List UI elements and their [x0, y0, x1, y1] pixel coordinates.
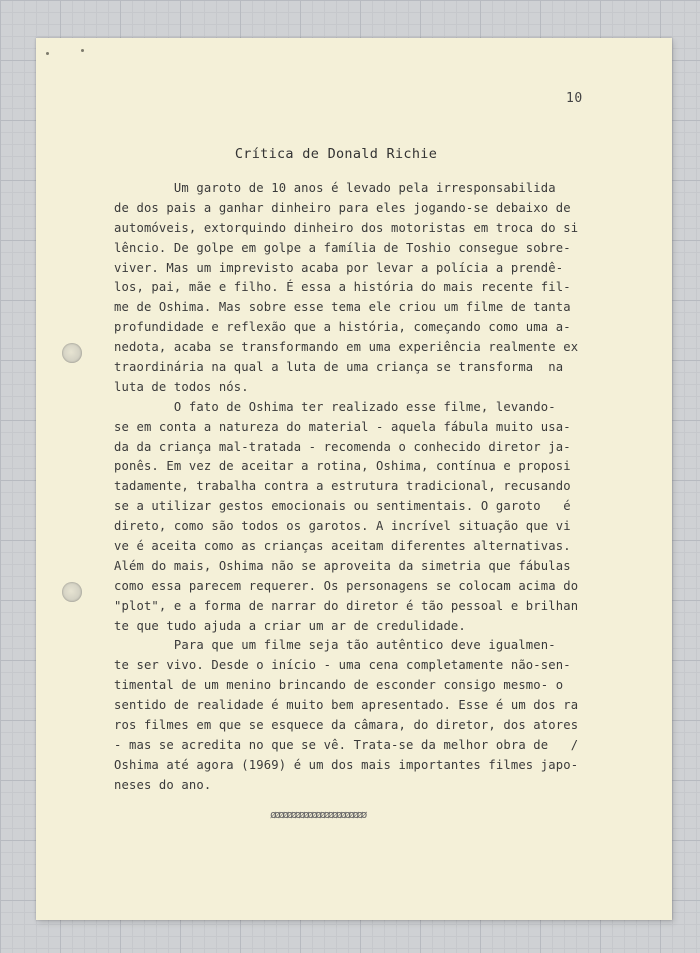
text-line: O fato de Oshima ter realizado esse filme, levando-: [114, 399, 556, 414]
text-line: timental de um menino brincando de esconder consigo mesmo- o: [114, 678, 564, 693]
punch-hole-top: [62, 343, 82, 363]
text-line: se a utilizar gestos emocionais ou sentimentais. O garoto é: [114, 499, 571, 514]
text-line: ponês. Em vez de aceitar a rotina, Oshima, contínua e proposi: [114, 459, 571, 474]
text-line: tadamente, trabalha contra a estrutura tradicional, recusando: [114, 479, 571, 494]
text-line: como essa parecem requerer. Os personagens se colocam acima do: [114, 578, 579, 593]
text-line: traordinária na qual a luta de uma criança se transforma na: [114, 360, 564, 375]
text-line: ve é aceita como as crianças aceitam diferentes alternativas.: [114, 539, 571, 554]
text-line: luta de todos nós.: [114, 379, 249, 394]
punch-hole-bottom: [62, 582, 82, 602]
text-line: nedota, acaba se transformando em uma experiência realmente ex: [114, 340, 579, 355]
paper-speck: [46, 52, 49, 55]
text-line: se em conta a natureza do material - aquela fábula muito usa-: [114, 419, 571, 434]
text-line: da da criança mal-tratada - recomenda o conhecido diretor ja-: [114, 439, 571, 454]
text-line: me de Oshima. Mas sobre esse tema ele criou um filme de tanta: [114, 300, 571, 315]
text-line: Um garoto de 10 anos é levado pela irresponsabilida: [114, 181, 556, 195]
text-line: neses do ano.: [114, 777, 212, 792]
document-title: Crítica de Donald Richie: [234, 146, 438, 162]
text-line: viver. Mas um imprevisto acaba por levar a polícia a prendê-: [114, 260, 564, 275]
text-line: lêncio. De golpe em golpe a família de Toshio consegue sobre-: [114, 240, 571, 255]
closing-ornament-rule: øøøøøøøøøøøøøøøøøøøøøøø: [270, 808, 365, 821]
document-page: [36, 38, 672, 920]
text-line: - mas se acredita no que se vê. Trata-se da melhor obra de /: [114, 737, 579, 752]
text-line: Oshima até agora (1969) é um dos mais importantes filmes japo-: [114, 757, 579, 772]
text-line: los, pai, mãe e filho. É essa a história do mais recente fil-: [114, 280, 571, 295]
page-number: 10: [566, 91, 583, 106]
text-line: "plot", e a forma de narrar do diretor é tão pessoal e brilhan: [114, 598, 579, 613]
body-text: [114, 179, 594, 796]
text-line: sentido de realidade é muito bem apresentado. Esse é um dos ra: [114, 698, 579, 713]
text-line: direto, como são todos os garotos. A incrível situação que vi: [114, 519, 571, 534]
text-line: te ser vivo. Desde o início - uma cena completamente não-sen-: [114, 658, 571, 673]
text-line: Além do mais, Oshima não se aproveita da simetria que fábulas: [114, 558, 571, 573]
text-line: Para que um filme seja tão autêntico deve igualmen-: [114, 638, 556, 653]
text-line: ros filmes em que se esquece da câmara, do diretor, dos atores: [114, 718, 579, 733]
paper-speck: [81, 49, 84, 52]
text-line: te que tudo ajuda a criar um ar de credulidade.: [114, 618, 466, 633]
text-line: automóveis, extorquindo dinheiro dos motoristas em troca do si: [114, 220, 579, 235]
text-line: profundidade e reflexão que a história, começando como uma a-: [114, 320, 571, 335]
text-line: de dos pais a ganhar dinheiro para eles jogando-se debaixo de: [114, 200, 571, 215]
